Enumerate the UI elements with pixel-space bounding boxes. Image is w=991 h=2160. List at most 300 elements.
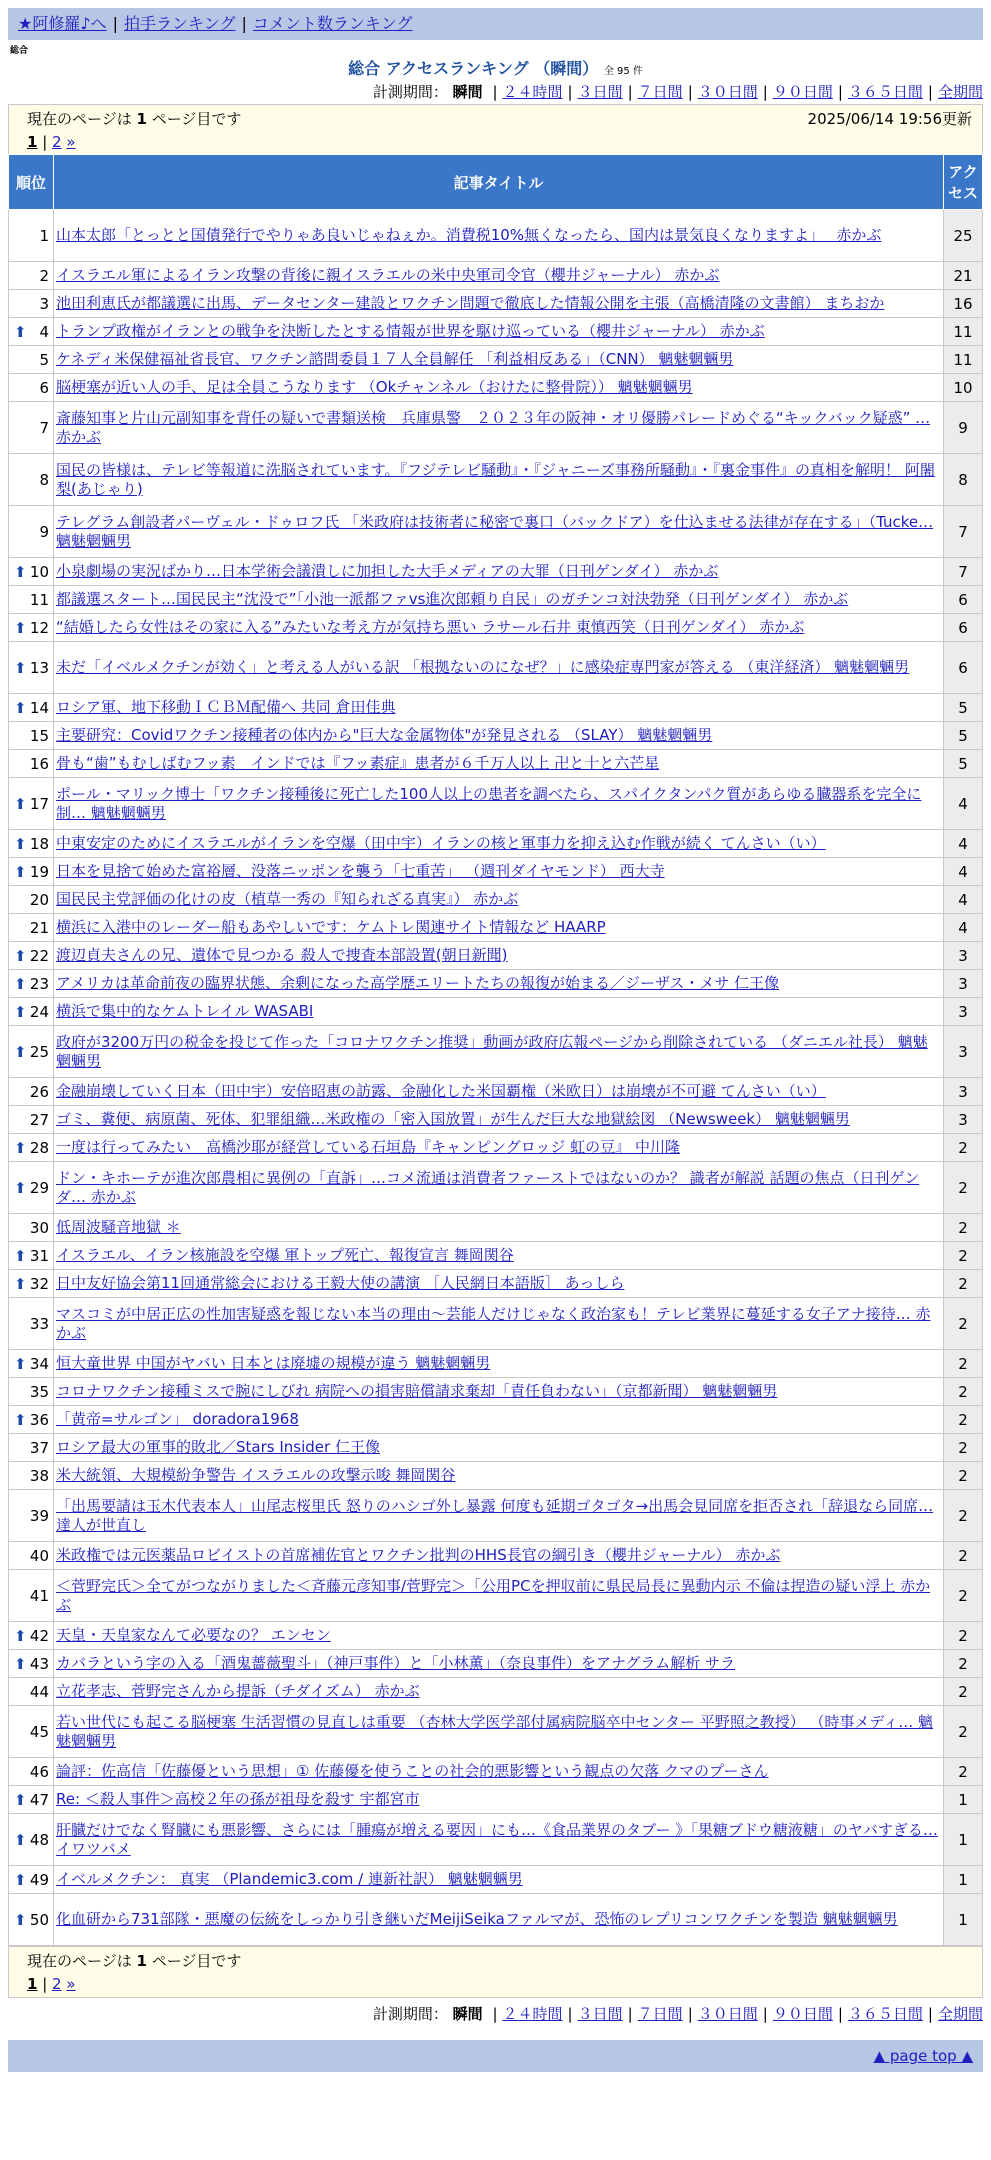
rank-number: 6 <box>39 378 49 397</box>
article-link[interactable]: ポール・マリック博士「ワクチン接種後に死亡した100人以上の患者を調べたら、スパイクタンパク質があらゆる臓器系を完全に制… 魑魅魍魎男 <box>56 784 922 822</box>
rank-up-arrow-icon: ⬆ <box>14 1410 27 1429</box>
period-separator: | <box>762 2005 768 2023</box>
period-link[interactable]: ３６５日間 <box>847 2005 923 2023</box>
article-link[interactable]: アメリカは革命前夜の臨界状態、余剰になった高学歴エリートたちの報復が始まる／ジーザス・メサ 仁王像 <box>56 974 780 992</box>
article-link[interactable]: 渡辺貞夫さんの兄、遺体で見つかる 殺人で捜査本部設置(朝日新聞) <box>56 946 508 964</box>
table-row <box>9 262 983 290</box>
access-count: 3 <box>944 998 983 1026</box>
article-link[interactable]: 米政権では元医薬品ロビイストの首席補佐官とワクチン批判のHHS長官の綱引き（櫻井ジャーナル） 赤かぶ <box>56 1546 781 1564</box>
rank-number: 11 <box>29 590 49 609</box>
rank-number: 45 <box>29 1722 49 1741</box>
rank-cell <box>9 506 54 558</box>
top-nav-bar <box>8 8 983 40</box>
table-row <box>9 374 983 402</box>
access-count: 5 <box>944 694 983 722</box>
pager-page-2[interactable]: 2 <box>52 133 62 151</box>
article-link[interactable]: 池田利恵氏が都議選に出馬、データセンター建設とワクチン問題で徹底した情報公開を主張（高橋清隆の文書館） まちおか <box>56 294 885 312</box>
period-separator: | <box>927 83 933 101</box>
article-link[interactable]: 主要研究：Covidワクチン接種者の体内から"巨大な金属物体"が発見される （SLAY） 魑魅魍魎男 <box>56 726 713 744</box>
page-wrapper <box>8 8 983 2072</box>
col-title-header: 記事タイトル <box>54 155 944 210</box>
article-link[interactable]: 脳梗塞が近い人の手、足は全員こうなります （Okチャンネル（おけたに整骨院）） 魑魅魍魎男 <box>56 378 693 396</box>
access-count: 2 <box>944 1270 983 1298</box>
rank-number: 28 <box>29 1138 49 1157</box>
article-link[interactable]: 国民の皆様は、テレビ等報道に洗脳されています。『フジテレビ騒動』・『ジャニーズ事務所騒動』・『裏金事件』の真相を解明！ 阿闍梨(あじゃり) <box>56 460 935 498</box>
article-link[interactable]: 若い世代にも起こる脳梗塞 生活習慣の見直しは重要 （杏林大学医学部付属病院脳卒中センター 平野照之教授） （時事メディ… 魑魅魍魎男 <box>56 1712 934 1750</box>
rank-cell <box>9 694 54 722</box>
title-cell <box>54 1462 944 1490</box>
article-link[interactable]: 天皇・天皇家なんて必要なの？ エンセン <box>56 1626 331 1644</box>
table-row <box>9 614 983 642</box>
table-row <box>9 750 983 778</box>
rank-cell <box>9 830 54 858</box>
article-link[interactable]: 国民民主党評価の化けの皮（植草一秀の『知られざる真実』） 赤かぶ <box>56 890 519 908</box>
rank-number: 4 <box>39 322 49 341</box>
rank-number: 31 <box>29 1246 49 1265</box>
article-link[interactable]: 化血研から731部隊・悪魔の伝統をしっかり引き継いだMeijiSeikaファルマが、恐怖のレプリコンワクチンを製造 魑魅魍魎男 <box>56 1910 898 1928</box>
table-row <box>9 942 983 970</box>
title-cell <box>54 374 944 402</box>
article-link[interactable]: ケネディ米保健福祉省長官、ワクチン諮問委員１７人全員解任 「利益相反ある」（CNN） 魑魅魍魎男 <box>56 350 734 368</box>
access-count: 4 <box>944 778 983 830</box>
rank-cell <box>9 1434 54 1462</box>
article-link[interactable]: 「出馬要請は玉木代表本人」山尾志桜里氏 怒りのハシゴ外し暴露 何度も延期ゴタゴタ→出馬会見同席を拒否され「辞退なら同席… 達人が世直し <box>56 1496 934 1534</box>
article-link[interactable]: 未だ「イベルメクチンが効く」と考える人がいる訳 「根拠ないのになぜ？」に感染症専門家が答える （東洋経済） 魑魅魍魎男 <box>56 658 910 676</box>
rank-up-arrow-icon: ⬆ <box>14 1274 27 1293</box>
title-cell <box>54 1490 944 1542</box>
rank-cell <box>9 970 54 998</box>
access-count: 9 <box>944 402 983 454</box>
rank-up-arrow-icon: ⬆ <box>14 698 27 717</box>
article-link[interactable]: 立花孝志、菅野完さんから提訴（チダイズム） 赤かぶ <box>56 1682 420 1700</box>
rank-up-arrow-icon: ⬆ <box>14 794 27 813</box>
table-row <box>9 1242 983 1270</box>
rank-up-arrow-icon: ⬆ <box>14 658 27 677</box>
table-row <box>9 1758 983 1786</box>
total-count: 全 95 件 <box>603 66 643 77</box>
title-cell <box>54 1706 944 1758</box>
article-link[interactable]: 骨も“歯”もむしばむフッ素 インドでは『フッ素症』患者が６千万人以上 卍と十と六芒星 <box>56 754 660 772</box>
access-count: 6 <box>944 642 983 694</box>
page-title-text: 総合 アクセスランキング （瞬間） <box>348 59 599 78</box>
article-link[interactable]: イベルメクチン： 真実 （Plandemic3.com / 連新社訳） 魑魅魍魎男 <box>56 1870 523 1888</box>
rank-up-arrow-icon: ⬆ <box>14 1830 27 1849</box>
rank-cell <box>9 210 54 262</box>
rank-cell <box>9 642 54 694</box>
title-cell <box>54 402 944 454</box>
table-row <box>9 210 983 262</box>
rank-cell <box>9 1490 54 1542</box>
ranking-table <box>8 154 983 1946</box>
period-separator: | <box>837 2005 843 2023</box>
period-separator: | <box>492 2005 498 2023</box>
article-link[interactable]: 肝臓だけでなく腎臓にも悪影響、さらには「腫瘍が増える要因」にも…《食品業界のタブー 》「果糖ブドウ糖液糖」のヤバすぎる… イワツバメ <box>56 1820 938 1858</box>
rank-cell <box>9 1678 54 1706</box>
page-status: 現在のページは 1 ページ目です <box>27 110 242 128</box>
rank-up-arrow-icon: ⬆ <box>14 946 27 965</box>
rank-cell <box>9 1786 54 1814</box>
rank-number: 24 <box>29 1002 49 1021</box>
access-count: 2 <box>944 1242 983 1270</box>
article-link[interactable]: 論評：佐高信「佐藤優という思想」① 佐藤優を使うことの社会的悪影響という観点の欠落 クマのプーさん <box>56 1762 769 1780</box>
rank-up-arrow-icon: ⬆ <box>14 1870 27 1889</box>
rank-cell <box>9 858 54 886</box>
title-cell <box>54 1678 944 1706</box>
period-separator: | <box>687 2005 693 2023</box>
period-link[interactable]: 全期間 <box>937 83 983 101</box>
rank-up-arrow-icon: ⬆ <box>14 1790 27 1809</box>
access-count: 2 <box>944 1650 983 1678</box>
pager-next[interactable]: » <box>66 133 76 151</box>
period-link[interactable]: ７日間 <box>637 83 683 101</box>
title-cell <box>54 506 944 558</box>
rank-up-arrow-icon: ⬆ <box>14 1910 27 1929</box>
article-link[interactable]: 山本太郎「とっとと国債発行でやりゃあ良いじゃねぇか。消費税10%無くなったら、国内は景気良くなりますよ」 赤かぶ <box>56 226 882 244</box>
pager-current: 1 <box>27 1975 38 1993</box>
comment-ranking-link[interactable]: コメント数ランキング <box>252 14 413 33</box>
title-cell <box>54 346 944 374</box>
rank-number: 12 <box>29 618 49 637</box>
table-row <box>9 318 983 346</box>
title-cell <box>54 694 944 722</box>
rank-cell <box>9 722 54 750</box>
rank-cell <box>9 1078 54 1106</box>
title-cell <box>54 1542 944 1570</box>
period-separator: | <box>492 83 498 101</box>
rank-number: 20 <box>29 890 49 909</box>
table-row <box>9 346 983 374</box>
article-link[interactable]: 恒大童世界 中国がヤバい 日本とは廃墟の規模が違う 魑魅魍魎男 <box>56 1354 491 1372</box>
title-cell <box>54 1814 944 1866</box>
pager-top: 1 | 2 » <box>27 133 76 151</box>
title-cell <box>54 914 944 942</box>
article-link[interactable]: マスコミが中居正広の性加害疑惑を報じない本当の理由〜芸能人だけじゃなく政治家も！テレビ業界に蔓延する女子アナ接待… 赤かぶ <box>56 1304 931 1342</box>
rank-number: 34 <box>29 1354 49 1373</box>
rank-cell <box>9 1242 54 1270</box>
title-cell <box>54 1786 944 1814</box>
title-cell <box>54 1378 944 1406</box>
rank-number: 3 <box>39 294 49 313</box>
access-count: 2 <box>944 1706 983 1758</box>
article-link[interactable]: 金融崩壊していく日本（田中宇）安倍昭恵の訪露、金融化した米国覇権（米欧日）は崩壊が不可避 てんさい（い） <box>56 1082 826 1100</box>
rank-number: 37 <box>29 1438 49 1457</box>
access-count: 2 <box>944 1462 983 1490</box>
access-count: 11 <box>944 318 983 346</box>
rank-number: 40 <box>29 1546 49 1565</box>
rank-number: 48 <box>29 1830 49 1849</box>
table-row <box>9 402 983 454</box>
table-row <box>9 1814 983 1866</box>
rank-cell <box>9 290 54 318</box>
nav-separator: | <box>241 14 247 33</box>
title-cell <box>54 586 944 614</box>
rank-cell <box>9 942 54 970</box>
article-link[interactable]: ロシア最大の軍事的敗北／Stars Insider 仁王像 <box>56 1438 380 1456</box>
rank-number: 2 <box>39 266 49 285</box>
title-cell <box>54 1026 944 1078</box>
article-link[interactable]: Re: ＜殺人事件＞高校２年の孫が祖母を殺す 宇都宮市 <box>56 1790 420 1808</box>
rank-number: 13 <box>29 658 49 677</box>
table-row <box>9 1866 983 1894</box>
access-count: 5 <box>944 750 983 778</box>
title-cell <box>54 1866 944 1894</box>
period-link[interactable]: ３６５日間 <box>847 83 923 101</box>
rank-number: 49 <box>29 1870 49 1889</box>
table-row <box>9 1570 983 1622</box>
article-link[interactable]: カバラという字の入る「酒鬼薔薇聖斗」（神戸事件）と「小林薫」（奈良事件）をアナグラム解析 サラ <box>56 1654 736 1672</box>
title-cell <box>54 1078 944 1106</box>
article-link[interactable]: 日中友好協会第11回通常総会における王毅大使の講演 ［人民網日本語版］ あっしら <box>56 1274 625 1292</box>
rank-cell <box>9 374 54 402</box>
home-link[interactable]: ★阿修羅♪へ <box>18 14 107 33</box>
rank-cell <box>9 1894 54 1946</box>
table-row <box>9 886 983 914</box>
access-count: 4 <box>944 886 983 914</box>
period-link[interactable]: ２４時間 <box>502 2005 563 2023</box>
rank-number: 22 <box>29 946 49 965</box>
article-link[interactable]: コロナワクチン接種ミスで腕にしびれ 病院への損害賠償請求棄却「責任負わない」（京都新聞） 魑魅魍魎男 <box>56 1382 778 1400</box>
table-row <box>9 1650 983 1678</box>
article-link[interactable]: ＜菅野完氏＞全てがつながりました＜斉藤元彦知事/菅野完＞「公用PCを押収前に県民局長に異動内示 不倫は捏造の疑い浮上 赤かぶ <box>56 1576 931 1614</box>
title-cell <box>54 1758 944 1786</box>
article-link[interactable]: トランプ政権がイランとの戦争を決断したとする情報が世界を駆け巡っている（櫻井ジャーナル） 赤かぶ <box>56 322 765 340</box>
period-link[interactable]: ２４時間 <box>502 83 563 101</box>
rank-number: 41 <box>29 1586 49 1605</box>
title-cell <box>54 778 944 830</box>
article-link[interactable]: イスラエル軍によるイラン攻撃の背後に親イスラエルの米中央軍司令官（櫻井ジャーナル） 赤かぶ <box>56 266 720 284</box>
pager-page-2[interactable]: 2 <box>52 1975 62 1993</box>
rank-number: 16 <box>29 754 49 773</box>
access-count: 2 <box>944 1378 983 1406</box>
access-count: 16 <box>944 290 983 318</box>
access-count: 1 <box>944 1866 983 1894</box>
updated-time: 2025/06/14 19:56更新 <box>807 110 972 128</box>
access-count: 2 <box>944 1162 983 1214</box>
article-link[interactable]: 横浜に入港中のレーダー船もあやしいです：ケムトレ関連サイト情報など HAARP <box>56 918 606 936</box>
access-count: 3 <box>944 942 983 970</box>
rank-cell <box>9 1650 54 1678</box>
table-row <box>9 694 983 722</box>
rank-cell <box>9 1542 54 1570</box>
title-cell <box>54 1650 944 1678</box>
table-row <box>9 1406 983 1434</box>
rank-number: 47 <box>29 1790 49 1809</box>
rank-number: 19 <box>29 862 49 881</box>
access-count: 4 <box>944 858 983 886</box>
access-count: 2 <box>944 1406 983 1434</box>
rank-cell <box>9 1570 54 1622</box>
rank-up-arrow-icon: ⬆ <box>14 322 27 341</box>
period-separator: | <box>687 83 693 101</box>
table-row <box>9 858 983 886</box>
rank-number: 25 <box>29 1042 49 1061</box>
table-row <box>9 1270 983 1298</box>
article-link[interactable]: イスラエル、イラン核施設を空爆 軍トップ死亡、報復宣言 舞岡関谷 <box>56 1246 514 1264</box>
access-count: 4 <box>944 914 983 942</box>
title-cell <box>54 1214 944 1242</box>
title-cell <box>54 1134 944 1162</box>
title-cell <box>54 262 944 290</box>
table-row <box>9 1214 983 1242</box>
period-current: 瞬間 <box>452 83 483 101</box>
access-count: 2 <box>944 1622 983 1650</box>
table-row <box>9 1106 983 1134</box>
rank-number: 5 <box>39 350 49 369</box>
rank-number: 10 <box>29 562 49 581</box>
rank-number: 8 <box>39 470 49 489</box>
period-link[interactable]: ７日間 <box>637 2005 683 2023</box>
page-title <box>8 58 983 80</box>
footer-bar <box>8 2040 983 2072</box>
period-link[interactable]: ９０日間 <box>772 2005 833 2023</box>
access-count: 2 <box>944 1542 983 1570</box>
access-count: 2 <box>944 1434 983 1462</box>
rank-number: 17 <box>29 794 49 813</box>
page-top-link[interactable]: ▲ page top ▲ <box>873 2047 973 2065</box>
access-count: 2 <box>944 1214 983 1242</box>
rank-number: 18 <box>29 834 49 853</box>
table-row <box>9 1378 983 1406</box>
table-row <box>9 1298 983 1350</box>
rank-number: 7 <box>39 418 49 437</box>
title-cell <box>54 970 944 998</box>
article-link[interactable]: 低周波騒音地獄 ＊ <box>56 1218 181 1236</box>
title-cell <box>54 1350 944 1378</box>
article-link[interactable]: 小泉劇場の実況ばかり…日本学術会議潰しに加担した大手メディアの大罪（日刊ゲンダイ） 赤かぶ <box>56 562 719 580</box>
title-cell <box>54 1894 944 1946</box>
rank-up-arrow-icon: ⬆ <box>14 1626 27 1645</box>
table-row <box>9 1490 983 1542</box>
rank-number: 1 <box>39 226 49 245</box>
title-cell <box>54 1406 944 1434</box>
period-label: 計測期間： <box>372 83 448 101</box>
access-count: 3 <box>944 1078 983 1106</box>
rank-cell <box>9 914 54 942</box>
table-row <box>9 1462 983 1490</box>
applause-ranking-link[interactable]: 拍手ランキング <box>123 14 236 33</box>
table-row <box>9 290 983 318</box>
rank-number: 21 <box>29 918 49 937</box>
table-row <box>9 778 983 830</box>
rank-number: 46 <box>29 1762 49 1781</box>
title-cell <box>54 722 944 750</box>
rank-up-arrow-icon: ⬆ <box>14 1042 27 1061</box>
period-separator: | <box>567 2005 573 2023</box>
table-row <box>9 1786 983 1814</box>
article-link[interactable]: 斎藤知事と片山元副知事を背任の疑いで書類送検 兵庫県警 ２０２３年の阪神・オリ優勝パレードめぐる“キックバック疑惑” … 赤かぶ <box>56 408 931 446</box>
title-cell <box>54 750 944 778</box>
table-row <box>9 642 983 694</box>
pager-next[interactable]: » <box>66 1975 76 1993</box>
article-link[interactable]: 横浜で集中的なケムトレイル WASABI <box>56 1002 314 1020</box>
nav-separator: | <box>112 14 118 33</box>
col-rank-header: 順位 <box>9 155 54 210</box>
access-count: 11 <box>944 346 983 374</box>
article-link[interactable]: ロシア軍、地下移動ＩＣＢＭ配備へ 共同 倉田佳典 <box>56 698 396 716</box>
rank-cell <box>9 1378 54 1406</box>
article-link[interactable]: “結婚したら女性はその家に入る”みたいな考え方が気持ち悪い ラサール石井 東慎西笑（日刊ゲンダイ） 赤かぶ <box>56 618 805 636</box>
rank-cell <box>9 1350 54 1378</box>
table-row <box>9 998 983 1026</box>
article-link[interactable]: ゴミ、糞便、病原菌、死体、犯罪組織…米政権の「密入国放置」が生んだ巨大な地獄絵図 （Newsweek） 魑魅魍魎男 <box>56 1110 850 1128</box>
access-count: 6 <box>944 586 983 614</box>
period-link[interactable]: ９０日間 <box>772 83 833 101</box>
access-count: 10 <box>944 374 983 402</box>
title-cell <box>54 454 944 506</box>
rank-up-arrow-icon: ⬆ <box>14 618 27 637</box>
title-cell <box>54 1298 944 1350</box>
table-row <box>9 1434 983 1462</box>
access-count: 25 <box>944 210 983 262</box>
article-link[interactable]: 「黄帝=サルゴン」 doradora1968 <box>56 1410 299 1428</box>
article-link[interactable]: 一度は行ってみたい 高橋沙耶が経営している石垣島『キャンピングロッジ 虹の豆』 中川隆 <box>56 1138 680 1156</box>
period-link[interactable]: ３日間 <box>577 83 623 101</box>
period-link[interactable]: ３０日間 <box>697 2005 758 2023</box>
rank-cell <box>9 1814 54 1866</box>
rank-cell <box>9 1758 54 1786</box>
table-row <box>9 586 983 614</box>
access-count: 2 <box>944 1350 983 1378</box>
rank-up-arrow-icon: ⬆ <box>14 1138 27 1157</box>
rank-number: 42 <box>29 1626 49 1645</box>
rank-number: 30 <box>29 1218 49 1237</box>
period-link[interactable]: ３日間 <box>577 2005 623 2023</box>
article-link[interactable]: 米大統領、大規模紛争警告 イスラエルの攻撃示唆 舞岡関谷 <box>56 1466 456 1484</box>
access-count: 2 <box>944 1570 983 1622</box>
table-row <box>9 722 983 750</box>
rank-cell <box>9 1162 54 1214</box>
rank-cell <box>9 886 54 914</box>
access-count: 7 <box>944 506 983 558</box>
rank-number: 44 <box>29 1682 49 1701</box>
period-link[interactable]: ３０日間 <box>697 83 758 101</box>
article-link[interactable]: 日本を見捨て始めた富裕層、没落ニッポンを襲う「七重苦」 （週刊ダイヤモンド） 西大寺 <box>56 862 665 880</box>
rank-number: 36 <box>29 1410 49 1429</box>
title-cell <box>54 886 944 914</box>
rank-cell <box>9 262 54 290</box>
table-row <box>9 830 983 858</box>
table-row <box>9 970 983 998</box>
rank-number: 35 <box>29 1382 49 1401</box>
rank-cell <box>9 1106 54 1134</box>
breadcrumb: 総合 <box>10 46 29 56</box>
ranking-body <box>9 210 983 1946</box>
period-link[interactable]: 全期間 <box>937 2005 983 2023</box>
page-info-top <box>8 104 983 154</box>
rank-cell <box>9 1866 54 1894</box>
rank-up-arrow-icon: ⬆ <box>14 1002 27 1021</box>
pager-current: 1 <box>27 133 38 151</box>
title-cell <box>54 614 944 642</box>
article-link[interactable]: テレグラム創設者パーヴェル・ドゥロフ氏 「米政府は技術者に秘密で裏口（バックドア）を仕込ませる法律が存在する」（Tucke… 魑魅魍魎男 <box>56 512 934 550</box>
article-link[interactable]: ドン・キホーテが進次郎農相に異例の「直訴」…コメ流通は消費者ファーストではないのか？ 識者が解説 話題の焦点（日刊ゲンダ… 赤かぶ <box>56 1168 920 1206</box>
title-cell <box>54 318 944 346</box>
rank-cell <box>9 778 54 830</box>
article-link[interactable]: 政府が3200万円の税金を投じて作った「コロナワクチン推奨」動画が政府広報ページから削除されている （ダニエル社長） 魑魅魍魎男 <box>56 1032 928 1070</box>
rank-cell <box>9 454 54 506</box>
period-selector-bottom <box>8 2002 983 2026</box>
rank-cell <box>9 318 54 346</box>
article-link[interactable]: 中東安定のためにイスラエルがイランを空爆（田中宇）イランの核と軍事力を抑え込む作戦が続く てんさい（い） <box>56 834 826 852</box>
rank-number: 38 <box>29 1466 49 1485</box>
rank-cell <box>9 1706 54 1758</box>
rank-number: 50 <box>29 1910 49 1929</box>
title-cell <box>54 558 944 586</box>
period-separator: | <box>627 83 633 101</box>
access-count: 3 <box>944 1106 983 1134</box>
article-link[interactable]: 都議選スタート…国民民主“沈没で”「小池一派都ファvs進次郎頼り自民」のガチンコ対決勃発（日刊ゲンダイ） 赤かぶ <box>56 590 849 608</box>
table-row <box>9 558 983 586</box>
